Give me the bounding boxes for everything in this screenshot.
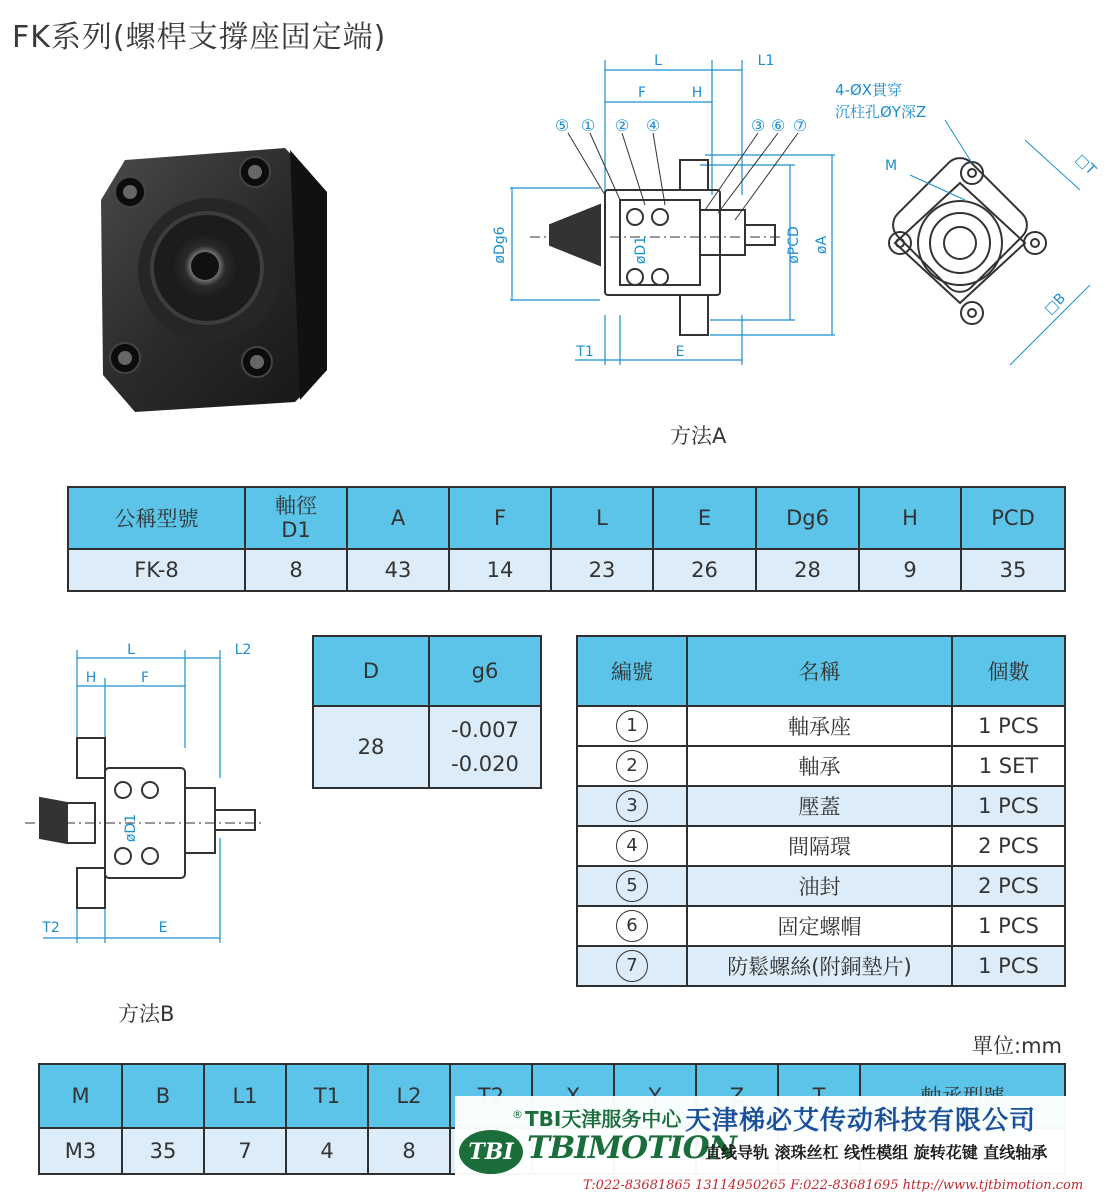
td-d1: 8: [245, 549, 347, 591]
part-name: 固定螺帽: [687, 906, 952, 946]
unit-label: 單位:mm: [972, 1034, 1062, 1058]
callout-5: ⑤: [554, 116, 570, 135]
company-name: 天津梯必艾传动科技有限公司: [685, 1106, 1037, 1136]
b-dim-t2: T2: [42, 920, 60, 936]
part-qty: 2 PCS: [952, 866, 1065, 906]
td2-m: M3: [39, 1128, 122, 1174]
part-qty: 1 SET: [952, 746, 1065, 786]
th2-l2: L2: [368, 1064, 450, 1128]
th2-m: M: [39, 1064, 122, 1128]
b-dim-d1: øD1: [123, 813, 139, 843]
callout-6: ⑥: [770, 116, 786, 135]
dim-l: L: [654, 53, 662, 69]
hole-note-1: 4-ØX貫穿: [835, 81, 903, 99]
th-shaft-label: 軸徑: [275, 494, 317, 518]
label-t: □T: [1072, 151, 1099, 179]
dim-pcd: øPCD: [786, 226, 802, 264]
b-dim-l2: L2: [234, 642, 252, 658]
th-model: 公稱型號: [68, 487, 245, 549]
dim-l1: L1: [757, 53, 775, 69]
dim-f: F: [637, 85, 647, 101]
td-f: 14: [449, 549, 551, 591]
dim-e: E: [675, 344, 685, 360]
parts-table: [576, 635, 1066, 987]
td-model: FK-8: [68, 549, 245, 591]
part-name: 軸承: [687, 746, 952, 786]
part-no: 2: [616, 750, 648, 782]
reg-mark: ®: [512, 1108, 523, 1121]
method-b-drawing: [15, 638, 285, 948]
part-qty: 1 PCS: [952, 786, 1065, 826]
dim-h: H: [691, 85, 703, 101]
th-name: 名稱: [687, 636, 952, 706]
b-dim-h: H: [85, 670, 97, 686]
callout-2: ②: [614, 116, 630, 135]
contact-line: T:022-83681865 13114950265 F:022-83681695 http://www.tjtbimotion.com: [583, 1178, 1084, 1193]
table-row: [577, 746, 1065, 786]
td2-l2: 8: [368, 1128, 450, 1174]
th-shaft: [245, 487, 347, 549]
service-center-label: TBI天津服务中心: [525, 1107, 682, 1131]
dim-dg6: øDg6: [492, 226, 508, 264]
brand-name: TBIMOTION: [527, 1130, 736, 1166]
th-l: L: [551, 487, 653, 549]
part-no: 7: [616, 950, 648, 982]
td-g6: [429, 706, 541, 788]
part-qty: 1 PCS: [952, 946, 1065, 986]
label-m: M: [885, 158, 898, 174]
part-name: 防鬆螺絲(附銅墊片): [687, 946, 952, 986]
th-no: 編號: [577, 636, 687, 706]
part-qty: 1 PCS: [952, 706, 1065, 746]
spec-table-1: [67, 486, 1066, 592]
part-no: 3: [616, 790, 648, 822]
tbi-logo-icon: TBI: [459, 1130, 523, 1174]
callout-4: ④: [645, 116, 661, 135]
th-d1: D1: [281, 518, 311, 542]
th-f: F: [449, 487, 551, 549]
part-name: 軸承座: [687, 706, 952, 746]
td-e: 26: [653, 549, 756, 591]
part-name: 壓蓋: [687, 786, 952, 826]
method-a-caption: 方法A: [670, 424, 727, 448]
part-name: 間隔環: [687, 826, 952, 866]
watermark-banner: [455, 1096, 1114, 1200]
table-row: [577, 786, 1065, 826]
table-row: [577, 906, 1065, 946]
th-pcd: PCD: [961, 487, 1065, 549]
td-dg6: 28: [756, 549, 859, 591]
th-e: E: [653, 487, 756, 549]
td2-t1: 4: [286, 1128, 368, 1174]
td-a: 43: [347, 549, 449, 591]
table-row: [577, 826, 1065, 866]
tol-lower: -0.020: [451, 752, 519, 776]
callout-3: ③: [750, 116, 766, 135]
table-row: [577, 866, 1065, 906]
part-no: 5: [616, 870, 648, 902]
th2-b: B: [122, 1064, 204, 1128]
th-qty: 個數: [952, 636, 1065, 706]
dim-t1: T1: [576, 344, 594, 360]
td2-l1: 7: [204, 1128, 286, 1174]
td-l: 23: [551, 549, 653, 591]
td2-b: 35: [122, 1128, 204, 1174]
part-no: 4: [616, 830, 648, 862]
th-h: H: [859, 487, 961, 549]
method-a-drawing: [490, 45, 1110, 385]
th2-t1: T1: [286, 1064, 368, 1128]
tolerance-table: [312, 635, 542, 789]
part-name: 油封: [687, 866, 952, 906]
dim-a: øA: [814, 235, 830, 255]
method-b-caption: 方法B: [118, 1002, 175, 1026]
td-pcd: 35: [961, 549, 1065, 591]
th2-l1: L1: [204, 1064, 286, 1128]
td-d: 28: [313, 706, 429, 788]
part-no: 6: [616, 910, 648, 942]
label-b: □B: [1041, 290, 1069, 318]
th-a: A: [347, 487, 449, 549]
page-title: FK系列(螺桿支撐座固定端): [12, 20, 387, 55]
th-d: D: [313, 636, 429, 706]
th-g6: g6: [429, 636, 541, 706]
table-row: [577, 946, 1065, 986]
part-qty: 1 PCS: [952, 906, 1065, 946]
b-dim-e: E: [158, 920, 168, 936]
product-photo: [95, 130, 335, 420]
callout-7: ⑦: [792, 116, 808, 135]
th-dg6: Dg6: [756, 487, 859, 549]
dim-d1: øD1: [633, 235, 649, 265]
b-dim-f: F: [140, 670, 150, 686]
tol-upper: -0.007: [451, 718, 519, 742]
b-dim-l: L: [127, 642, 135, 658]
part-qty: 2 PCS: [952, 826, 1065, 866]
product-lines: 直线导轨 滚珠丝杠 线性模组 旋转花键 直线轴承: [705, 1143, 1048, 1162]
callout-1: ①: [580, 116, 596, 135]
table-row: [577, 706, 1065, 746]
td-h: 9: [859, 549, 961, 591]
part-no: 1: [616, 710, 648, 742]
hole-note-2: 沉柱孔ØY深Z: [835, 103, 927, 121]
